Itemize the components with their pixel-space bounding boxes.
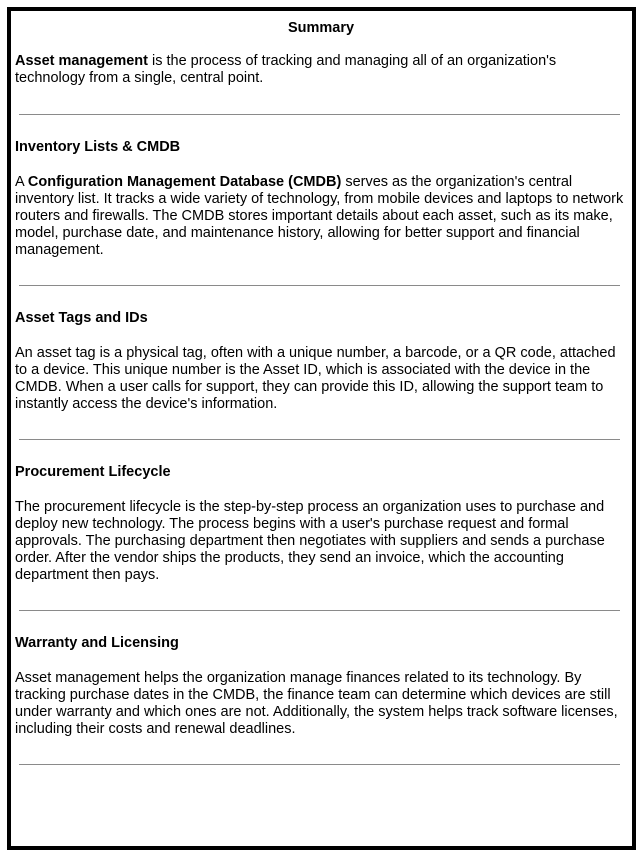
section-text-prefix: A — [15, 174, 28, 190]
section-heading: Warranty and Licensing — [15, 635, 179, 651]
section-paragraph: Asset management helps the organization manage finances related to its technology. By tracking purchase dates in the CMDB, the finance team can determine which devices are still under warranty and which ones are not. Additionally, the system helps track software licenses, including their costs and renewal deadlines. — [15, 670, 618, 737]
page-title: Summary — [287, 20, 355, 36]
section-warranty-licensing — [15, 635, 627, 738]
section-paragraph — [15, 174, 627, 259]
section-heading: Procurement Lifecycle — [15, 464, 171, 480]
section-text-suffix: serves as the organization's central inventory list. It tracks a wide variety of technology, from mobile devices and laptops to network routers and firewalls. The CMDB stores important details about each asset, such as its make, model, purchase date, and maintenance history, allowing for better support and financial management. — [15, 174, 624, 258]
summary-paragraph — [15, 53, 627, 87]
divider — [19, 285, 620, 286]
document-content — [15, 11, 627, 765]
section-bold-term: Configuration Management Database (CMDB) — [27, 174, 342, 190]
divider — [19, 439, 620, 440]
section-procurement-lifecycle — [15, 464, 627, 584]
summary-text: is the process of tracking and managing all of an organization's technology from a single, central point. — [15, 53, 557, 86]
section-heading: Inventory Lists & CMDB — [15, 139, 181, 155]
document-frame — [7, 7, 636, 850]
section-paragraph: The procurement lifecycle is the step-by-step process an organization uses to purchase and deploy new technology. The process begins with a user's purchase request and formal approvals. The purchasing department then negotiates with suppliers and sends a purchase order. After the vendor ships the products, they send an invoice, which the accounting department then pays. — [15, 499, 605, 583]
divider — [19, 764, 620, 765]
summary-bold-term: Asset management — [15, 53, 148, 69]
divider — [19, 610, 620, 611]
section-paragraph: An asset tag is a physical tag, often with a unique number, a barcode, or a QR code, attached to a device. This unique number is the Asset ID, which is associated with the device in the CMDB. When a user calls for support, they can provide this ID, allowing the support team to instantly access the device's information. — [15, 345, 616, 412]
section-inventory-lists — [15, 139, 627, 259]
section-asset-tags — [15, 310, 627, 413]
section-heading: Asset Tags and IDs — [15, 310, 148, 326]
divider — [19, 114, 620, 115]
